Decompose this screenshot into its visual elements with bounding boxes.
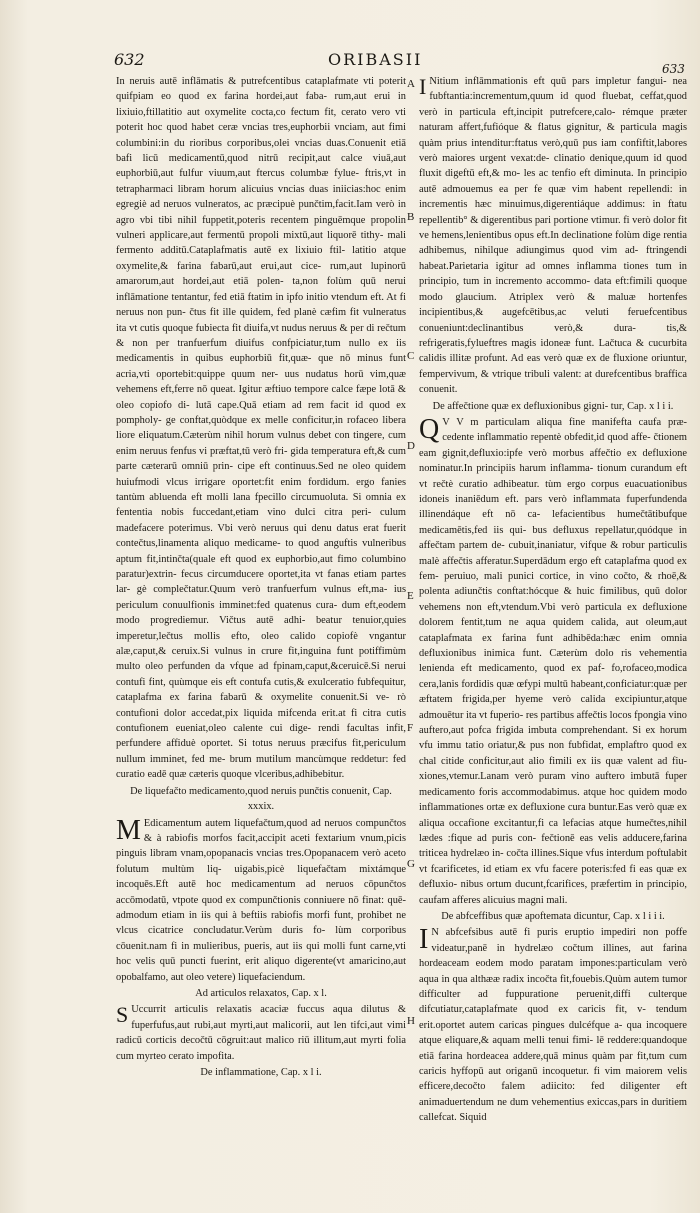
margin-letter-a: A [407, 78, 415, 90]
chapter-heading: De affečtione quæ ex defluxionibus gigni- tur, Cap. x l i i. [432, 400, 674, 412]
margin-letter-g: G [407, 858, 415, 870]
drop-cap: I [419, 924, 429, 956]
chapter-heading: Ad articulos relaxatos, Cap. x l. [195, 987, 327, 999]
paragraph-text: V V m particulam aliqua fine manifefta caufa præ- cedente inflammatio repentè obfedit,id quod affe- čtionem eam gignit,defluxio:ipfe verò morbus affečtio ex defluxione nominatur.In principiis harum inflamma- tionum curandum eft vt rečtè curatio adhibeatur. tùm ergo corpus euacuationibus idoneis inaniēdum eft. pars verò inflammata fuperfundenda illinendáque eft nō ca- lefacientibus humečtātibufque medicamētis,fed iis qui- bus defluxus repellatur,quódque in affečtam partem de- cubuit,inaniatur, vifque & robur particulis malè affečtis afferatur.Superdādum ergo eft cataplafma quod ex fem- peruiuo, mali punici cortice, in vino cočto, & rhoē,& polenta adiunčtis conftat:hócque & huic fimilibus, quū dolor vehemens non eft,vtendum.Vbi verò particula ex defluxione dolorem fentit,tum ne aqua quidem calida, aut oleum,aut cataplafmata ex farina funt adhibēda:hæc enim omnia defluxionibus inimica funt. Cæterùm dolo ris vehementia lenienda eft medicamento, quod ex paf- fo,rofaceo,modica cera,lanis fordidis quæ œfypi multū habeant,conficiatur:quæ per æftatem frigida,per hyeme verò calida excipiuntur,atque admouētur ita vt fuperio- res partibus affečtis locos fpongia vino auftero,aut pofca frigida imbuta comprehendant. Si ex horum vfu immu tatio oriatur,& pus non fubfidat, emplaftro quod ex chal citide conficitur,aut alio fimili ex iis quæ valent ad fiu- xiones,vtemur.Lanam verò puram vino auftero imbutā fuper medicamento foris accommodabimus. atque hoc quidem modo inflammationes ortæ ex defluxione cura buntur.Eas verò quæ ex aliqua occafione excitantur,fi ca lefacias atque humečtes,nihil lædes :fique ad puris con- fečtionē eas velis adducere,farina triticea hydrelæo in- cočta illines.Sique vfus interdum poftulabit vt fcarificetes, id etiam ex vfu facere poteris:fed fi eas quæ ex defluxio- nibus ortum ducunt,fcarifices, præfertim in principio, caufam afferes alicuius magni mali. [419, 416, 687, 906]
drop-cap: M [116, 814, 141, 846]
drop-cap: S [116, 1002, 129, 1028]
paragraph-text: Uccurrit articulis relaxatis acaciæ fuccus aqua dilutus & fuperfufus,aut rubi,aut myrti,aut malicorii, aut len tifci,aut vimi radicū corticis decočtū cōgruit:aut malico riū illitum,aut myrti folia cum myrteo cerato impofita. [116, 1004, 406, 1062]
margin-letter-d: D [407, 440, 415, 452]
margin-letter-b: B [407, 211, 415, 223]
margin-letter-f: F [407, 722, 414, 734]
paragraph [419, 415, 687, 908]
paragraph-text: N abfcefsibus autē fi puris eruptio impediri non poffe videatur,panē in hydrelæo cočtum illines, aut farina hordeaceam eodem modo paratam impones:particulam verò aqua in qua althææ radix incočta fit,fouebis.Quùm autem tumor difficulter ad fuppuratione peruenit,diffi culterque difcutiatur,cataplafmate quod ex caricis fit, v- tendum erit.oportet autem caricas pingues dulcéfque a- qua incoquere atque eliquare,& aquam melli tenui fimi- lē reddere:quandoque etiā farina hordeacea addere,quā minus quàm par fit,tum cum caricis hyffopū aut origanū incoquetur. fi vim maiorem velis efficere,decočto falem adiicito: fed diligenter eft animaduertendum ne dum vehementius exiccas,pars in duritiem callefcat. Siquid [419, 927, 687, 1124]
margin-letter-h: H [407, 1015, 415, 1027]
chapter-heading: De liquefačto medicamento,quod neruis punčtis conuenit, Cap. xxxix. [130, 785, 392, 813]
running-title: ORIBASII [328, 50, 423, 69]
chapter-heading: De inflammatione, Cap. x l i. [200, 1067, 322, 1078]
margin-letter-e: E [407, 590, 414, 602]
paragraph [116, 816, 406, 985]
chapter-heading: De abfceffibus quæ apoftemata dicuntur, Cap. x l i i i. [441, 910, 665, 922]
paragraph: In neruis autē inflāmatis & putrefcentibus cataplafmate vti poterit quifpiam eo quod ex farina hordei,aut faba- rum,aut erui in lixiuio,ftillatitio aut oxymelite cocta,co fectum fit, cerato vero vti poterit hoc quod habet ceræ vncias tres,euphorbii vnciam, aut fimi columbini:in du rioribus corporibus,olei vncias duas.Conuenit etiā bafi licū medicamentū,quod nitrū recipit,aut calce viuā,aut euphorbiū,aut fulfur viuum,aut ftercus columbæ fylue- ftris,vt in tetrapharmaci libram horum alicuius vncias duas iniicias:hoc enim egregiè ad neruos vulneratos, ac præcipuè punčtim,facit.Iam verò in agro vbi tibi nihil fuppetit,poteris recentem pinguēmque propolin vulneri applicare,aut fermentū propoli mixtū,aut liquorē tithy- mali fermento additū.Cataplafmatis autē ex lixiuio ftil- latitio atque oxymelite,& farina fabarū,aut erui,aut cice- rum,aut lupinorū amarorum,aut hordei,aut etiā polen- ta,non folùm quū nerui inflāmatione tentantur, fed etiā ftatim in ipfo initio vtendum eft. At fi neruus non pun- čtus fit ille quidem, fed planè cæfim fit vulneratus ita vt cutis quoque fubiecta fit diuifa,vt nudus neruus & per di rečtum & non per tranfuerfum diuifus confpiciatur,tum nullo ex iis medicamentis in quibus euphorbiū fit,quæ- que nō minus funt acria,vti oportebit:quippe quum ner- uus nudatus horū vim,quæ vehemens eft,ferre nō queat. Igitur æftiuo tempore calce fæpe lotā & oleo copiofo di- lutā cape.Quā etiam ad rem facit id quod ex pompholy- ge conftat,quòdque ex melle conficitur,in rofaceo libera liore eliquatum.Cæterùm nihil horum vulnus debet con tingere, cum enim neruus fenfus vi præftat,tū verò fri- gida temperatura eft,& cum parte cæterarū omniū prin- cipe eft continuus.Sed ne oleo quidem huiufmodi vlcus irrigare oportet:fit enim fordidum. ergo fanies tantùm abluenda eft molli lana fpecillo circumuoluta. Si omnia ex fententia nobis fuccedant,etiam vino dulci citra peri- culum madefacere poterimus. Vbi verò neruus qui denu datus erat fuerit contečtus,linamenta aliquo medicame- to quod anguftis vulneribus aptum fit,intinčta(quale eft quod ex euphorbio,aut fimo columbino paratur)extrin- fecus circumducere oportet,ita vt fanas etiam partes lar- gè complečtatur.Quum verò tranfuerfum vulnus eft,ma- ius periculum conuulfionis imminet:fed quatenus cura- dum eft,eodem modo progrediemur. Vičtus autē adhi- beatur tenuior,quies imperetur,lečtus mollis efto, oleo calido copiofè vngantur alæ,caput,& ceruix.Si vulnus in crure fit,inguina funt potiffimùm multo oleo perfunden da vfque ad fpinam,caput,&ceruicē.Si nerui contufi fint, quùmque eis eft contufa cutis,& exulceratio fubfequitur, cataplafma ex farina fabarū & oxymelite conuenit.Si ve- rò contufioni dolor accedat,pix liquida mifcenda erit.at fi citra cutis contufionem eueniat,oleo calente cui dige- rendi facultas infit, perfundere affiduè oportet. Si totus neruus præcifus fit,periculum nullum imminet, fed me- brum mutilum mancùmque reddetur: fed curatio eadē quæ cæteris quoque vlceribus,adhibebitur. [116, 76, 406, 781]
paragraph-text: Edicamentum autem liquefačtum,quod ad neruos compunčtos & à rabiofis morfos facit,accipit aceti fextarium vnum,picis pinguis libram vnam,opopanacis vncias tres.Opopanacem verò aceto folutum multùm liq- uigabis,picè liquefačtam mixtámque incoquēs.Eft autē hoc medicamentum ad neruos cōpunčtos accōmodatū, vtpote quod ex compunčtionis conniuere nō finat: quē- admodum etiam in iis qui à beftiis rabiofis morfi funt, prohibet ne vlcus cicatrice concludatur.Verùm duris fo- lùm corporibus cōuenit.nam fi in mulieribus, pueris, aut iis qui molli funt carne,vti hoc velis quū puncti fuerint, erit aliquo digerente(vt amaricino,aut opobalfamo, aut oleo vetere) liquefaciendum. [116, 817, 406, 983]
drop-cap: Q [419, 413, 440, 445]
right-column [419, 74, 687, 1126]
paragraph [419, 74, 687, 398]
paragraph-text: Nitium inflāmmationis eft quū pars impletur fangui- nea fubftantia:incrementum,quum id quod fluebat, ceffat,quod verò in particula eft,incipit putrefcere,calo- rémque præter naturam affert,fufióque & flatus gignitur, & particula magis quàm prius intenditur:ftatus verò,quū pus iam confiftit,labores verò maiores urgent vexat:de- clinatio denique,quum id quod fluxit digeftū eft,& mo- les ac tenfio eft diminuta. In principio autē admouemus ea per fe quæ vim habent repellendi: in incrementis hæc minuimus,digerentiáque addimus: in ftatu repellentib° & digerentibus pari portione vtimur. fi verò dolor fit ve hemens,lenientibus opus eft.In declinatione folùm dige rentia adhibemus, nihilque adiungimus quod vim ad- ftringendi habeat.Parietaria igitur ad omnes inflamma tiones tum in principio, tum in incremento accommo- data eft:fimili quoque modo glaucium. Atriplex verò & maluæ hortenfes incipientibus,& augefcētibus,ac veluti feruefcentibus conueniunt:declinantibus verò,& dura- tis,& refrigeratis,fylueftres magis idoneæ funt. Lačtuca & cucurbita calidis illitæ profunt. Ad eas verò quæ ex de fluxione oriuntur, fempervivum, & vtrique tribuli valent: at durefcentibus braffica conuenit. [419, 76, 687, 396]
page-number: 632 [114, 50, 145, 69]
margin-letter-c: C [407, 350, 415, 362]
paragraph [419, 925, 687, 1125]
paragraph [116, 1002, 406, 1064]
right-page-number: 633 [662, 62, 685, 76]
left-column [116, 74, 406, 1081]
drop-cap: I [419, 74, 427, 99]
